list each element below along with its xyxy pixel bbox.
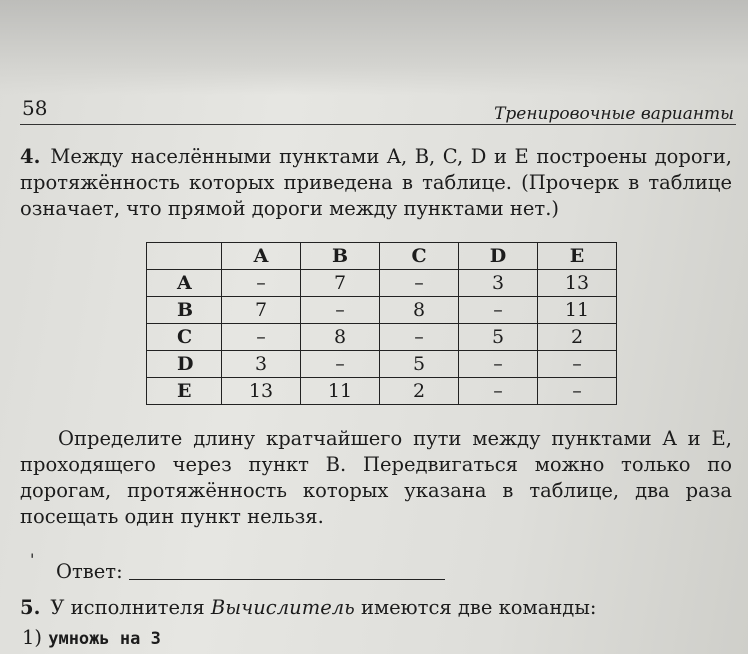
task5-statement [20, 596, 596, 619]
task5-text-before: У исполнителя [50, 596, 211, 619]
column-header: A [222, 243, 301, 270]
pencil-mark: ' [30, 550, 35, 569]
table-cell: 11 [301, 378, 380, 405]
table-cell: 3 [222, 351, 301, 378]
page-number: 58 [22, 96, 48, 120]
table-cell: 8 [380, 297, 459, 324]
table-cell: 2 [538, 324, 617, 351]
command-number: 1) [22, 626, 43, 649]
table-row [147, 297, 617, 324]
task5-number: 5. [20, 596, 41, 619]
answer-label: Ответ: [56, 560, 123, 583]
task4-number: 4. [20, 145, 41, 168]
table-cell: 11 [538, 297, 617, 324]
task5-text-after: имеются две команды: [354, 596, 597, 619]
table-cell: – [459, 297, 538, 324]
table-row [147, 324, 617, 351]
header-rule [20, 124, 736, 125]
table-cell: 2 [380, 378, 459, 405]
table-cell: 5 [380, 351, 459, 378]
table-cell: 5 [459, 324, 538, 351]
table-row [147, 378, 617, 405]
row-header: C [147, 324, 222, 351]
task5-executor: Вычислитель [210, 596, 355, 619]
column-header: E [538, 243, 617, 270]
row-header: B [147, 297, 222, 324]
column-header: D [459, 243, 538, 270]
table-cell: – [459, 378, 538, 405]
table-cell: – [459, 351, 538, 378]
table-cell: 8 [301, 324, 380, 351]
command-text: умножь на 3 [48, 629, 161, 649]
distance-table [146, 242, 617, 405]
table-row [147, 270, 617, 297]
table-cell: – [538, 378, 617, 405]
running-head: Тренировочные варианты [494, 104, 734, 124]
task4-text: Между населёнными пунктами A, B, C, D и E построены дороги, протяжённость которых приведена в таблице. (Прочерк в таблице означает, что прямой дороги между пунктами нет.) [20, 145, 732, 220]
page-top-shadow [0, 0, 748, 95]
table-cell: 13 [222, 378, 301, 405]
answer-block [56, 560, 445, 583]
table-corner-cell [147, 243, 222, 270]
table-cell: – [301, 351, 380, 378]
table-cell: – [222, 270, 301, 297]
column-header: C [380, 243, 459, 270]
table-cell: – [301, 297, 380, 324]
table-cell: 7 [301, 270, 380, 297]
table-cell: – [380, 270, 459, 297]
table-cell: – [538, 351, 617, 378]
table-cell: – [380, 324, 459, 351]
task5-command-1 [22, 626, 161, 649]
row-header: D [147, 351, 222, 378]
row-header: A [147, 270, 222, 297]
task4-statement [20, 144, 732, 222]
table-cell: 13 [538, 270, 617, 297]
table-row [147, 351, 617, 378]
table-cell: – [222, 324, 301, 351]
column-header: B [301, 243, 380, 270]
task4-question: Определите длину кратчайшего пути между пунктами A и E, проходящего через пункт B. Передвигаться можно только по дорогам, протяжённость которых указана в таблице, два раза посещать один пункт нельзя. [20, 427, 732, 528]
row-header: E [147, 378, 222, 405]
table-cell: 7 [222, 297, 301, 324]
answer-line[interactable] [129, 579, 445, 580]
table-header-row [147, 243, 617, 270]
table-cell: 3 [459, 270, 538, 297]
